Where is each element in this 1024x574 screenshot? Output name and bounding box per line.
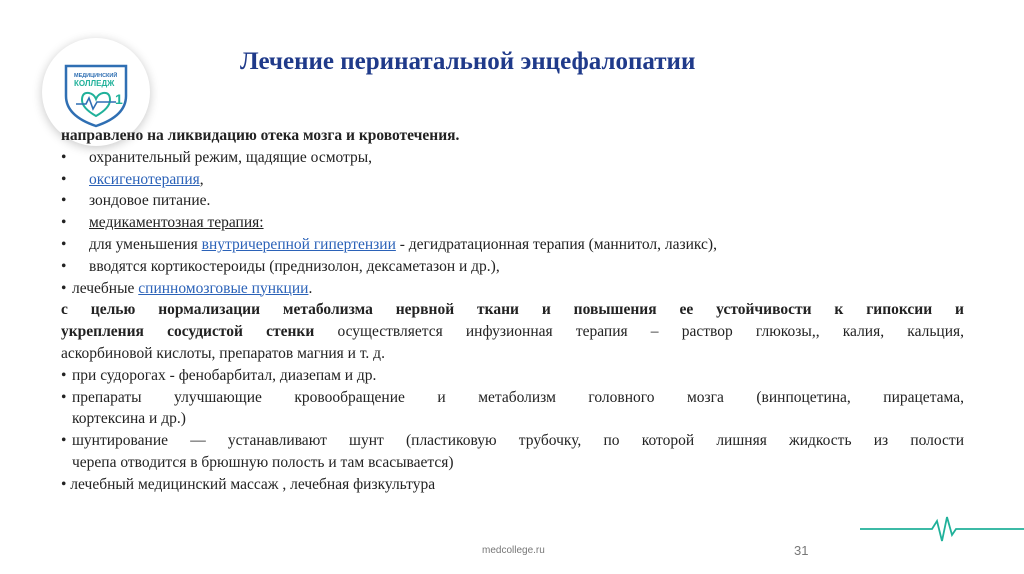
logo-text-line1: МЕДИЦИНСКИЙ	[74, 73, 118, 79]
paragraph-line: с целью нормализации метаболизма нервной ткани и повышения ее устойчивости к гипоксии и	[61, 301, 964, 319]
list-item: • охранительный режим, щадящие осмотры,	[61, 148, 373, 166]
list-item: • шунтирование — устанавливают шунт (пластиковую трубочку, по которой лишняя жидкость из полости	[61, 432, 964, 450]
list-item: • оксигенотерапия,	[61, 170, 204, 188]
intracranial-hypertension-link[interactable]: внутричерепной гипертензии	[201, 235, 396, 253]
list-item: • медикаментозная терапия:	[61, 214, 264, 232]
list-item: • вводятся кортикостероиды (преднизолон, дексаметазон и др.),	[61, 257, 500, 275]
list-item: • препараты улучшающие кровообращение и метаболизм головного мозга (винпоцетина, пирацетама,	[61, 388, 964, 406]
list-item-continuation: кортексина и др.)	[72, 410, 186, 428]
page-number: 31	[794, 543, 809, 558]
logo-number: 1	[115, 91, 123, 107]
logo-text-line2: КОЛЛЕДЖ	[74, 79, 115, 88]
slide-title: Лечение перинатальной энцефалопатии	[240, 48, 696, 75]
footer-url: medcollege.ru	[482, 545, 545, 556]
slide-body	[61, 125, 964, 496]
paragraph-line: аскорбиновой кислоты, препаратов магния и т. д.	[61, 344, 385, 362]
oxygen-therapy-link[interactable]: оксигенотерапия	[89, 170, 200, 188]
list-item: • лечебный медицинский массаж , лечебная физкультура	[61, 475, 436, 493]
list-item-continuation: черепа отводится в брюшную полость и там всасывается)	[72, 453, 454, 471]
intro-line: направлено на ликвидацию отека мозга и кровотечения.	[61, 127, 460, 144]
list-item: • лечебные спинномозговые пункции.	[61, 279, 313, 297]
list-item: • зондовое питание.	[61, 192, 211, 210]
ecg-line-icon	[860, 515, 1024, 555]
list-item: • для уменьшения внутричерепной гипертензии - дегидратационная терапия (маннитол, лазикс),	[61, 235, 717, 253]
list-item: • при судорогах - фенобарбитал, диазепам и др.	[61, 366, 377, 384]
paragraph-line: укрепления сосудистой стенки осуществляется инфузионная терапия – раствор глюкозы,, калия, кальция,	[61, 323, 964, 341]
lumbar-puncture-link[interactable]: спинномозговые пункции	[138, 279, 309, 297]
